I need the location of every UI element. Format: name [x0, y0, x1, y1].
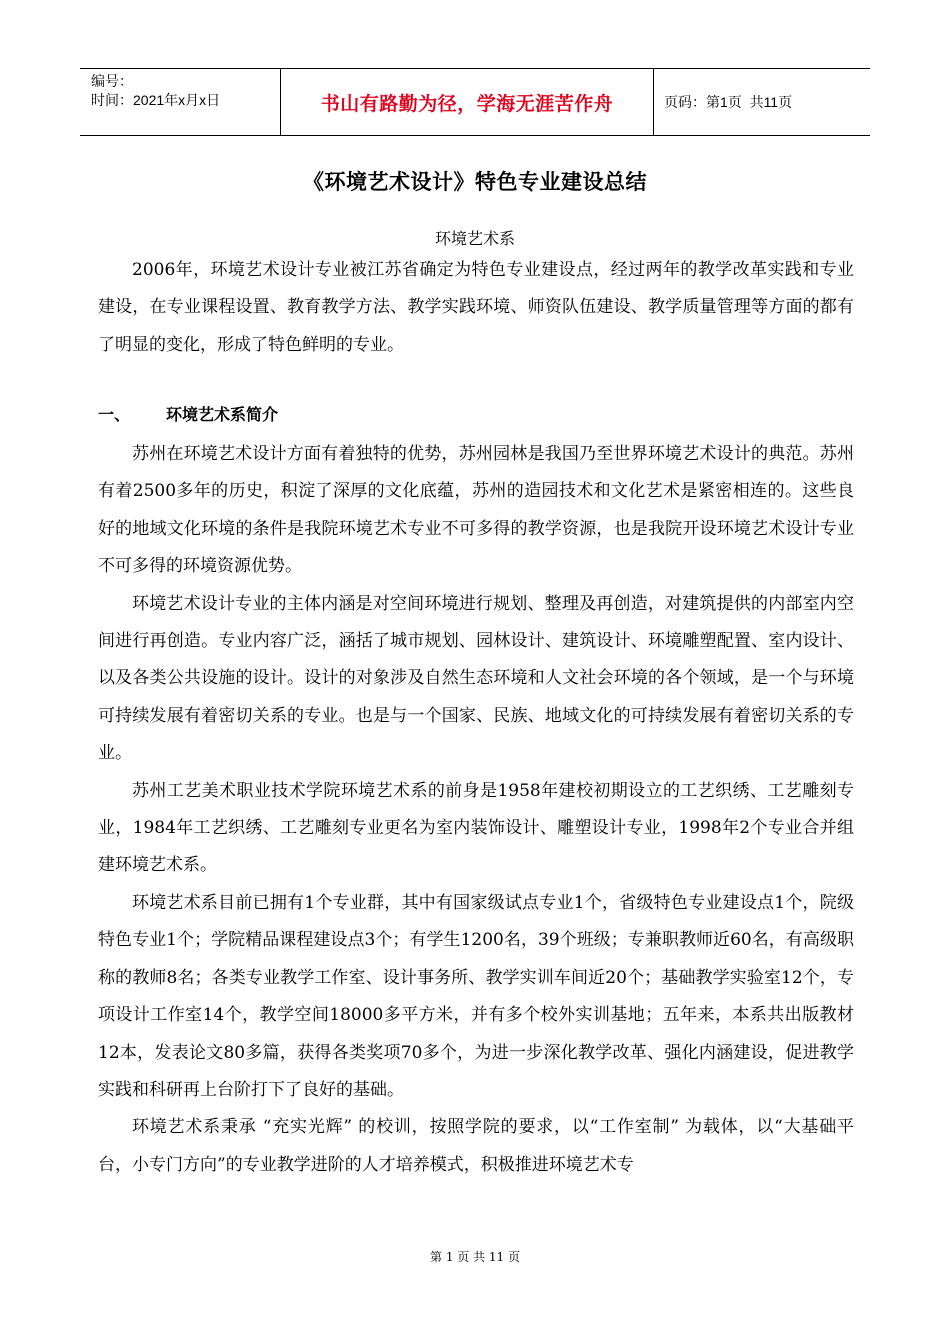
intro-block [98, 252, 854, 364]
number-label: 编号： [91, 73, 133, 89]
intro-paragraph: 2006年，环境艺术设计专业被江苏省确定为特色专业建设点，经过两年的教学改革实践和专业建设，在专业课程设置、教育教学方法、教学实践环境、师资队伍建设、教学质量管理等方面的都有了明显的变化，形成了特色鲜明的专业。 [98, 260, 854, 355]
page-footer: 第 1 页 共 11 页 [430, 1250, 520, 1264]
document-header [80, 68, 870, 136]
header-page-cell [654, 69, 870, 135]
time-label: 时间：2021年x月x日 [91, 92, 221, 108]
document-title: 《环境艺术设计》特色专业建设总结 [303, 170, 647, 194]
header-meta-cell [80, 69, 281, 135]
body-paragraph: 环境艺术系秉承 “充实光辉” 的校训，按照学院的要求，以“工作室制” 为载体，以“大基础平台，小专门方向”的专业教学进阶的人才培养模式，积极推进环境艺术专 [98, 1117, 854, 1175]
section-body [98, 436, 854, 1184]
page-info: 页码：第1页 共11页 [664, 94, 793, 110]
body-paragraph: 环境艺术系目前已拥有1个专业群，其中有国家级试点专业1个，省级特色专业建设点1个，院级特色专业1个；学院精品课程建设点3个；有学生1200名，39个班级；专兼职教师近60名，有高级职称的教师8名；各类专业教学工作室、设计事务所、教学实训车间近20个；基础教学实验室12个，专项设计工作室14个，教学空间18000多平方米，并有多个校外实训基地；五年来，本系共出版教材12本，发表论文80多篇，获得各类奖项70多个，为进一步深化教学改革、强化内涵建设，促进教学实践和科研再上台阶打下了良好的基础。 [98, 892, 854, 1100]
section-number: 一、 [98, 405, 131, 424]
body-paragraph: 苏州在环境艺术设计方面有着独特的优势，苏州园林是我国乃至世界环境艺术设计的典范。苏州有着2500多年的历史，积淀了深厚的文化底蕴，苏州的造园技术和文化艺术是紧密相连的。这些良好的地域文化环境的条件是我院环境艺术专业不可多得的教学资源，也是我院开设环境艺术设计专业不可多得的环境资源优势。 [98, 444, 854, 577]
header-motto-cell [281, 69, 654, 135]
body-paragraph: 环境艺术设计专业的主体内涵是对空间环境进行规划、整理及再创造，对建筑提供的内部室内空间进行再创造。专业内容广泛，涵括了城市规划、园林设计、建筑设计、环境雕塑配置、室内设计、以及各类公共设施的设计。设计的对象涉及自然生态环境和人文社会环境的各个领域，是一个与环境可持续发展有着密切关系的专业。也是与一个国家、民族、地域文化的可持续发展有着密切关系的专业。 [98, 593, 854, 764]
section-title: 环境艺术系简介 [166, 405, 279, 424]
section-heading [98, 402, 278, 425]
motto-text: 书山有路勤为径，学海无涯苦作舟 [320, 92, 614, 115]
body-paragraph: 苏州工艺美术职业技术学院环境艺术系的前身是1958年建校初期设立的工艺织绣、工艺雕刻专业，1984年工艺织绣、工艺雕刻专业更名为室内装饰设计、雕塑设计专业，1998年2个专业合并组建环境艺术系。 [98, 780, 854, 876]
department-name: 环境艺术系 [434, 229, 515, 248]
